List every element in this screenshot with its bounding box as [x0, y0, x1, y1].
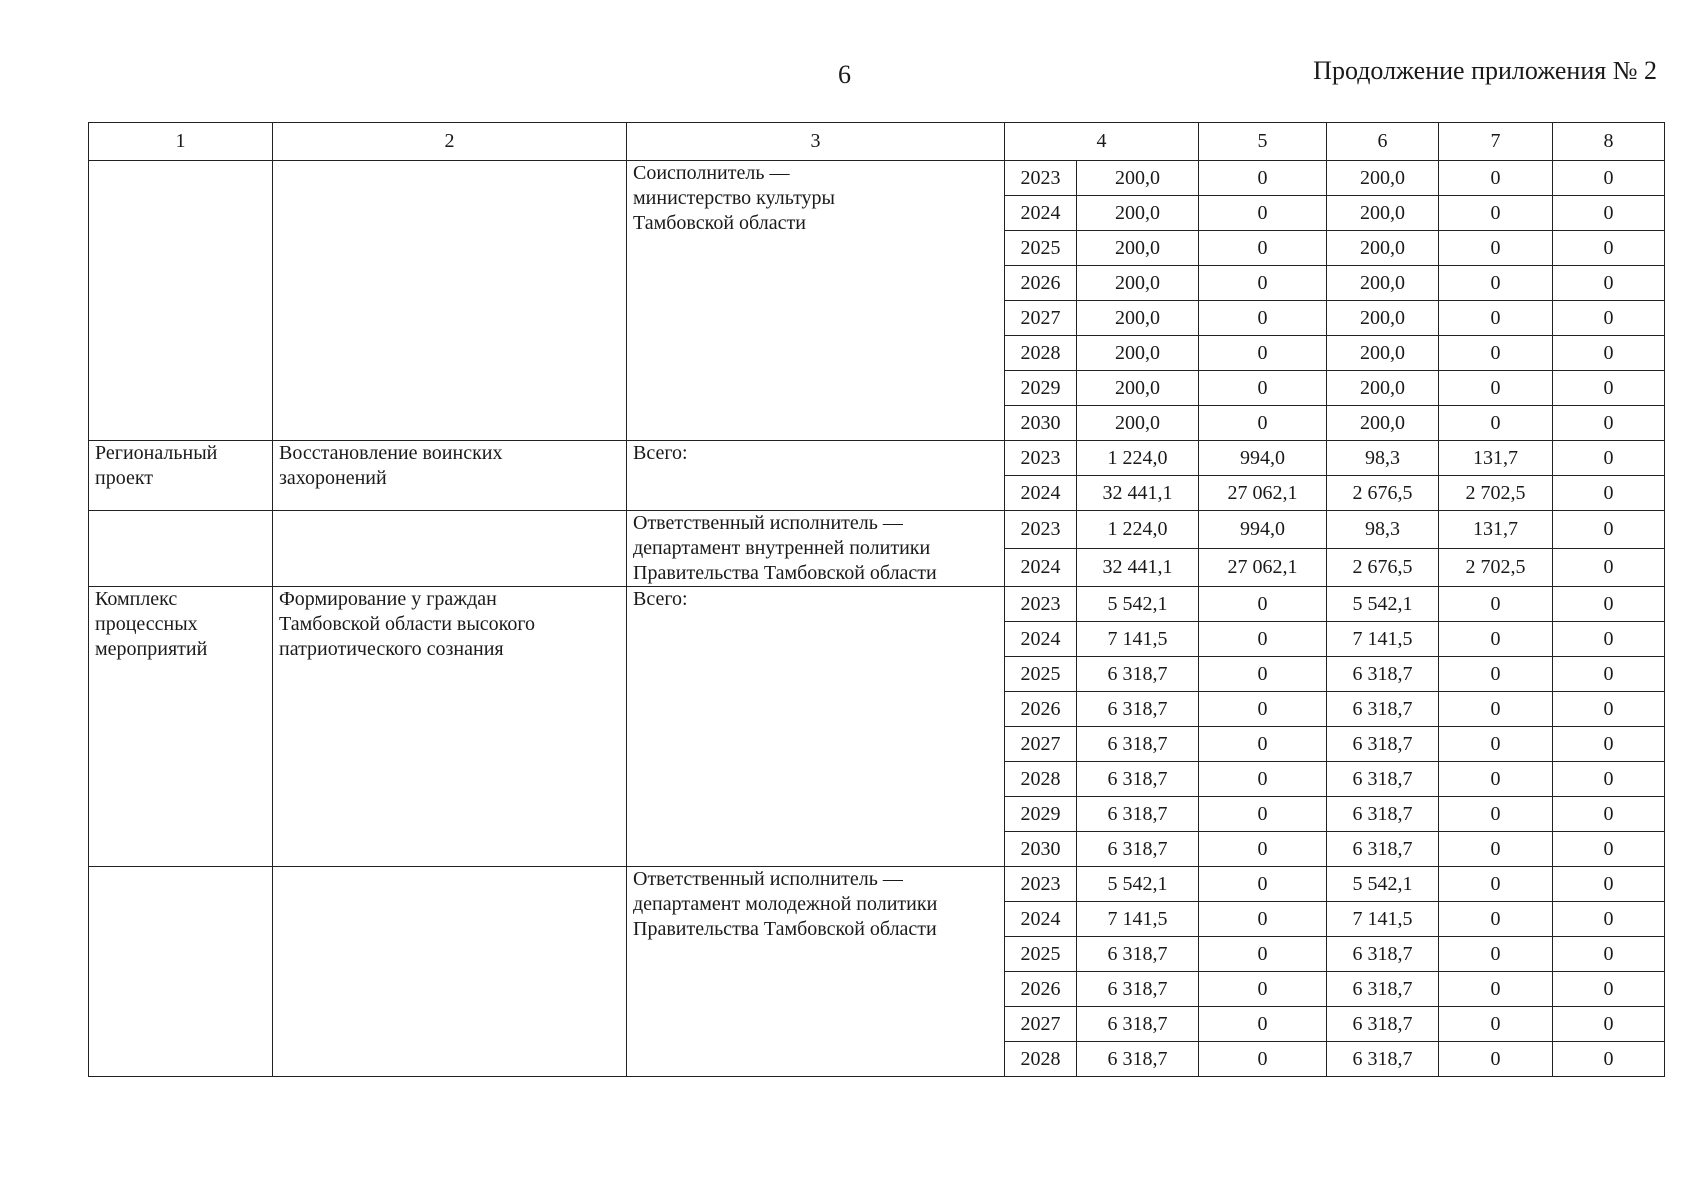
table-row — [89, 587, 1665, 622]
local-budget-cell: 0 — [1439, 196, 1553, 231]
total-cell: 6 318,7 — [1077, 1007, 1199, 1042]
federal-budget-cell: 0 — [1199, 797, 1327, 832]
total-cell: 1 224,0 — [1077, 511, 1199, 549]
regional-budget-cell: 6 318,7 — [1327, 1007, 1439, 1042]
federal-budget-cell: 0 — [1199, 692, 1327, 727]
local-budget-cell: 0 — [1439, 797, 1553, 832]
federal-budget-cell: 0 — [1199, 161, 1327, 196]
federal-budget-cell: 0 — [1199, 1042, 1327, 1077]
continuation-label: Продолжение приложения № 2 — [1313, 56, 1657, 85]
local-budget-cell: 0 — [1439, 972, 1553, 1007]
regional-budget-cell: 98,3 — [1327, 441, 1439, 476]
local-budget-cell: 0 — [1439, 266, 1553, 301]
regional-budget-cell: 200,0 — [1327, 161, 1439, 196]
regional-budget-cell: 200,0 — [1327, 266, 1439, 301]
measure-name-cell — [273, 511, 627, 587]
total-cell: 200,0 — [1077, 161, 1199, 196]
federal-budget-cell: 0 — [1199, 371, 1327, 406]
total-cell: 6 318,7 — [1077, 762, 1199, 797]
regional-budget-cell: 7 141,5 — [1327, 902, 1439, 937]
regional-budget-cell: 6 318,7 — [1327, 1042, 1439, 1077]
regional-budget-cell: 6 318,7 — [1327, 657, 1439, 692]
performer-cell: Ответственный исполнитель — департамент молодежной политики Правительства Тамбовской области — [627, 867, 1005, 1077]
local-budget-cell: 0 — [1439, 832, 1553, 867]
local-budget-cell: 0 — [1439, 301, 1553, 336]
total-cell: 1 224,0 — [1077, 441, 1199, 476]
performer-cell: Соисполнитель — министерство культуры Тамбовской области — [627, 161, 1005, 441]
header-col-4: 4 — [1005, 123, 1199, 161]
total-cell: 6 318,7 — [1077, 1042, 1199, 1077]
measure-name-cell: Восстановление воинских захоронений — [273, 441, 627, 511]
table-row — [89, 511, 1665, 549]
regional-budget-cell: 200,0 — [1327, 196, 1439, 231]
year-cell: 2026 — [1005, 972, 1077, 1007]
regional-budget-cell: 5 542,1 — [1327, 587, 1439, 622]
federal-budget-cell: 0 — [1199, 867, 1327, 902]
measure-name-cell — [273, 867, 627, 1077]
regional-budget-cell: 200,0 — [1327, 336, 1439, 371]
local-budget-cell: 0 — [1439, 692, 1553, 727]
year-cell: 2023 — [1005, 511, 1077, 549]
year-cell: 2029 — [1005, 797, 1077, 832]
year-cell: 2024 — [1005, 476, 1077, 511]
extrabudgetary-cell: 0 — [1553, 657, 1665, 692]
federal-budget-cell: 994,0 — [1199, 441, 1327, 476]
regional-budget-cell: 6 318,7 — [1327, 972, 1439, 1007]
measure-type-cell: Комплекс процессных мероприятий — [89, 587, 273, 867]
regional-budget-cell: 200,0 — [1327, 371, 1439, 406]
header-col-1: 1 — [89, 123, 273, 161]
extrabudgetary-cell: 0 — [1553, 196, 1665, 231]
extrabudgetary-cell: 0 — [1553, 476, 1665, 511]
extrabudgetary-cell: 0 — [1553, 937, 1665, 972]
federal-budget-cell: 0 — [1199, 1007, 1327, 1042]
year-cell: 2025 — [1005, 657, 1077, 692]
regional-budget-cell: 6 318,7 — [1327, 727, 1439, 762]
header-col-5: 5 — [1199, 123, 1327, 161]
total-cell: 5 542,1 — [1077, 587, 1199, 622]
year-cell: 2027 — [1005, 727, 1077, 762]
local-budget-cell: 0 — [1439, 727, 1553, 762]
extrabudgetary-cell: 0 — [1553, 622, 1665, 657]
local-budget-cell: 0 — [1439, 587, 1553, 622]
total-cell: 6 318,7 — [1077, 797, 1199, 832]
federal-budget-cell: 27 062,1 — [1199, 476, 1327, 511]
local-budget-cell: 0 — [1439, 657, 1553, 692]
total-cell: 200,0 — [1077, 301, 1199, 336]
extrabudgetary-cell: 0 — [1553, 587, 1665, 622]
year-cell: 2030 — [1005, 832, 1077, 867]
year-cell: 2024 — [1005, 902, 1077, 937]
extrabudgetary-cell: 0 — [1553, 762, 1665, 797]
regional-budget-cell: 6 318,7 — [1327, 692, 1439, 727]
local-budget-cell: 0 — [1439, 231, 1553, 266]
year-cell: 2029 — [1005, 371, 1077, 406]
federal-budget-cell: 0 — [1199, 196, 1327, 231]
measure-type-cell — [89, 161, 273, 441]
local-budget-cell: 0 — [1439, 1007, 1553, 1042]
regional-budget-cell: 6 318,7 — [1327, 937, 1439, 972]
total-cell: 200,0 — [1077, 371, 1199, 406]
total-cell: 200,0 — [1077, 406, 1199, 441]
measure-name-cell — [273, 161, 627, 441]
extrabudgetary-cell: 0 — [1553, 301, 1665, 336]
federal-budget-cell: 0 — [1199, 972, 1327, 1007]
federal-budget-cell: 0 — [1199, 587, 1327, 622]
regional-budget-cell: 6 318,7 — [1327, 797, 1439, 832]
extrabudgetary-cell: 0 — [1553, 511, 1665, 549]
measure-type-cell — [89, 867, 273, 1077]
total-cell: 6 318,7 — [1077, 657, 1199, 692]
year-cell: 2023 — [1005, 161, 1077, 196]
local-budget-cell: 131,7 — [1439, 511, 1553, 549]
extrabudgetary-cell: 0 — [1553, 549, 1665, 587]
total-cell: 32 441,1 — [1077, 476, 1199, 511]
year-cell: 2023 — [1005, 441, 1077, 476]
total-cell: 6 318,7 — [1077, 727, 1199, 762]
header-col-8: 8 — [1553, 123, 1665, 161]
year-cell: 2030 — [1005, 406, 1077, 441]
federal-budget-cell: 0 — [1199, 657, 1327, 692]
total-cell: 200,0 — [1077, 266, 1199, 301]
extrabudgetary-cell: 0 — [1553, 231, 1665, 266]
federal-budget-cell: 0 — [1199, 231, 1327, 266]
local-budget-cell: 0 — [1439, 336, 1553, 371]
federal-budget-cell: 0 — [1199, 762, 1327, 797]
performer-cell: Всего: — [627, 587, 1005, 867]
local-budget-cell: 0 — [1439, 161, 1553, 196]
regional-budget-cell: 2 676,5 — [1327, 549, 1439, 587]
regional-budget-cell: 6 318,7 — [1327, 832, 1439, 867]
header-col-6: 6 — [1327, 123, 1439, 161]
year-cell: 2026 — [1005, 266, 1077, 301]
year-cell: 2023 — [1005, 587, 1077, 622]
regional-budget-cell: 200,0 — [1327, 406, 1439, 441]
total-cell: 5 542,1 — [1077, 867, 1199, 902]
regional-budget-cell: 6 318,7 — [1327, 762, 1439, 797]
header-col-7: 7 — [1439, 123, 1553, 161]
extrabudgetary-cell: 0 — [1553, 441, 1665, 476]
regional-budget-cell: 5 542,1 — [1327, 867, 1439, 902]
local-budget-cell: 0 — [1439, 867, 1553, 902]
local-budget-cell: 0 — [1439, 937, 1553, 972]
federal-budget-cell: 0 — [1199, 622, 1327, 657]
extrabudgetary-cell: 0 — [1553, 266, 1665, 301]
table-row — [89, 441, 1665, 476]
extrabudgetary-cell: 0 — [1553, 797, 1665, 832]
total-cell: 6 318,7 — [1077, 937, 1199, 972]
total-cell: 6 318,7 — [1077, 692, 1199, 727]
extrabudgetary-cell: 0 — [1553, 371, 1665, 406]
federal-budget-cell: 0 — [1199, 301, 1327, 336]
federal-budget-cell: 0 — [1199, 727, 1327, 762]
extrabudgetary-cell: 0 — [1553, 336, 1665, 371]
regional-budget-cell: 7 141,5 — [1327, 622, 1439, 657]
federal-budget-cell: 0 — [1199, 937, 1327, 972]
total-cell: 6 318,7 — [1077, 972, 1199, 1007]
year-cell: 2028 — [1005, 1042, 1077, 1077]
funding-table — [88, 122, 1665, 1077]
header-row — [89, 123, 1665, 161]
extrabudgetary-cell: 0 — [1553, 1042, 1665, 1077]
total-cell: 7 141,5 — [1077, 622, 1199, 657]
local-budget-cell: 2 702,5 — [1439, 476, 1553, 511]
year-cell: 2024 — [1005, 549, 1077, 587]
measure-type-cell — [89, 511, 273, 587]
federal-budget-cell: 0 — [1199, 266, 1327, 301]
local-budget-cell: 0 — [1439, 406, 1553, 441]
performer-cell: Ответственный исполнитель — департамент внутренней политики Правительства Тамбовской области — [627, 511, 1005, 587]
local-budget-cell: 131,7 — [1439, 441, 1553, 476]
regional-budget-cell: 200,0 — [1327, 231, 1439, 266]
header-col-2: 2 — [273, 123, 627, 161]
table-row — [89, 867, 1665, 902]
year-cell: 2025 — [1005, 231, 1077, 266]
year-cell: 2028 — [1005, 336, 1077, 371]
measure-name-cell: Формирование у граждан Тамбовской области высокого патриотического сознания — [273, 587, 627, 867]
extrabudgetary-cell: 0 — [1553, 867, 1665, 902]
local-budget-cell: 2 702,5 — [1439, 549, 1553, 587]
regional-budget-cell: 98,3 — [1327, 511, 1439, 549]
year-cell: 2027 — [1005, 301, 1077, 336]
federal-budget-cell: 0 — [1199, 336, 1327, 371]
page-number: 6 — [838, 60, 851, 89]
local-budget-cell: 0 — [1439, 371, 1553, 406]
federal-budget-cell: 994,0 — [1199, 511, 1327, 549]
federal-budget-cell: 0 — [1199, 406, 1327, 441]
total-cell: 200,0 — [1077, 231, 1199, 266]
extrabudgetary-cell: 0 — [1553, 832, 1665, 867]
table-body — [89, 161, 1665, 1077]
year-cell: 2026 — [1005, 692, 1077, 727]
extrabudgetary-cell: 0 — [1553, 972, 1665, 1007]
header-col-3: 3 — [627, 123, 1005, 161]
extrabudgetary-cell: 0 — [1553, 692, 1665, 727]
extrabudgetary-cell: 0 — [1553, 406, 1665, 441]
extrabudgetary-cell: 0 — [1553, 727, 1665, 762]
year-cell: 2024 — [1005, 196, 1077, 231]
year-cell: 2028 — [1005, 762, 1077, 797]
federal-budget-cell: 0 — [1199, 902, 1327, 937]
federal-budget-cell: 27 062,1 — [1199, 549, 1327, 587]
total-cell: 200,0 — [1077, 196, 1199, 231]
year-cell: 2023 — [1005, 867, 1077, 902]
local-budget-cell: 0 — [1439, 622, 1553, 657]
total-cell: 6 318,7 — [1077, 832, 1199, 867]
extrabudgetary-cell: 0 — [1553, 161, 1665, 196]
year-cell: 2027 — [1005, 1007, 1077, 1042]
regional-budget-cell: 200,0 — [1327, 301, 1439, 336]
local-budget-cell: 0 — [1439, 902, 1553, 937]
year-cell: 2024 — [1005, 622, 1077, 657]
local-budget-cell: 0 — [1439, 762, 1553, 797]
year-cell: 2025 — [1005, 937, 1077, 972]
extrabudgetary-cell: 0 — [1553, 1007, 1665, 1042]
total-cell: 200,0 — [1077, 336, 1199, 371]
extrabudgetary-cell: 0 — [1553, 902, 1665, 937]
local-budget-cell: 0 — [1439, 1042, 1553, 1077]
total-cell: 7 141,5 — [1077, 902, 1199, 937]
performer-cell: Всего: — [627, 441, 1005, 511]
regional-budget-cell: 2 676,5 — [1327, 476, 1439, 511]
measure-type-cell: Региональный проект — [89, 441, 273, 511]
table-row — [89, 161, 1665, 196]
federal-budget-cell: 0 — [1199, 832, 1327, 867]
total-cell: 32 441,1 — [1077, 549, 1199, 587]
